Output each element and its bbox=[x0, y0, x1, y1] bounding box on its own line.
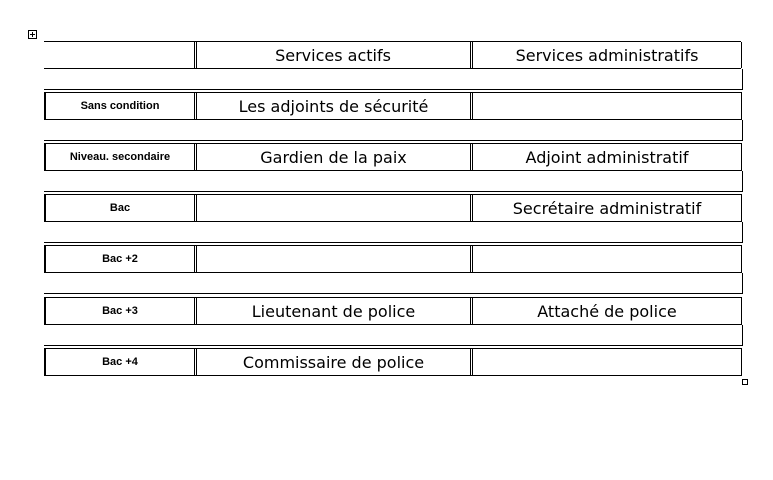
admin-cell[interactable] bbox=[470, 349, 742, 375]
actif-cell[interactable] bbox=[194, 246, 470, 272]
level-cell[interactable]: Bac +3 bbox=[102, 305, 138, 317]
table-row bbox=[44, 194, 742, 222]
header-cell-services-actifs[interactable]: Services actifs bbox=[194, 42, 469, 68]
actif-cell[interactable]: Lieutenant de police bbox=[194, 298, 470, 324]
table-row bbox=[44, 143, 742, 171]
admin-cell[interactable]: Adjoint administratif bbox=[470, 144, 742, 170]
table-spacer-row bbox=[44, 222, 743, 243]
table-row bbox=[44, 348, 742, 376]
admin-cell[interactable] bbox=[470, 93, 742, 119]
table-spacer-row bbox=[44, 273, 743, 294]
actif-cell[interactable]: Gardien de la paix bbox=[194, 144, 470, 170]
admin-cell[interactable] bbox=[470, 246, 742, 272]
header-cell-services-administratifs[interactable]: Services administratifs bbox=[470, 42, 742, 68]
actif-cell[interactable] bbox=[194, 195, 470, 221]
table-spacer-row bbox=[44, 120, 743, 141]
admin-cell[interactable]: Attaché de police bbox=[470, 298, 742, 324]
table-row bbox=[44, 245, 742, 273]
level-cell[interactable]: Bac +2 bbox=[102, 253, 138, 265]
table-spacer-row bbox=[44, 69, 743, 90]
level-cell[interactable]: Bac bbox=[109, 202, 131, 214]
actif-cell[interactable]: Les adjoints de sécurité bbox=[194, 93, 470, 119]
admin-cell[interactable]: Secrétaire administratif bbox=[470, 195, 742, 221]
table-spacer-row bbox=[44, 325, 743, 346]
header-cell-empty[interactable] bbox=[44, 42, 192, 68]
level-cell[interactable]: Bac +4 bbox=[102, 356, 138, 368]
table-header-row bbox=[44, 41, 741, 69]
actif-cell[interactable]: Commissaire de police bbox=[194, 349, 470, 375]
table-move-handle-icon[interactable] bbox=[28, 30, 37, 39]
table-spacer-row bbox=[44, 171, 743, 192]
table-row bbox=[44, 297, 742, 325]
table-resize-handle-icon[interactable] bbox=[742, 379, 748, 385]
level-cell[interactable]: Sans condition bbox=[80, 100, 160, 112]
level-cell[interactable]: Niveau. secondaire bbox=[69, 151, 171, 163]
table-row bbox=[44, 92, 742, 120]
